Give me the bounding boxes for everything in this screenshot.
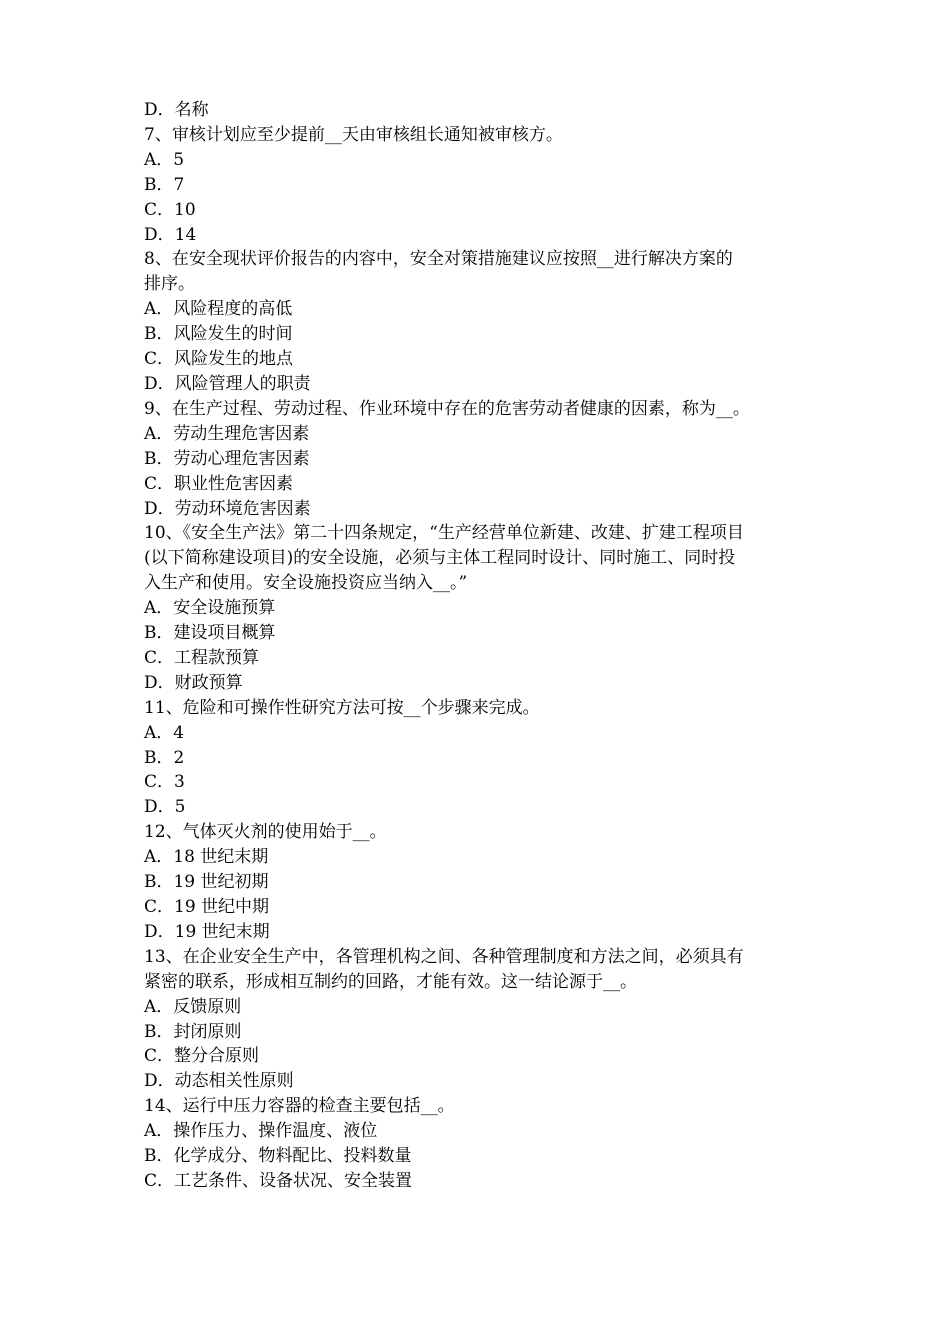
option-line: A．反馈原则 [144, 996, 242, 1017]
option-line: C．10 [144, 199, 196, 220]
option-line: B．封闭原则 [144, 1021, 242, 1042]
option-line: B．2 [144, 747, 185, 768]
option-line: D．风险管理人的职责 [144, 373, 311, 394]
option-line: C．职业性危害因素 [144, 473, 294, 494]
text-line: D．名称 [144, 100, 209, 120]
question-8: 8、在安全现状评价报告的内容中，安全对策措施建议应按照__进行解决方案的 [144, 249, 733, 270]
question-13: 13、在企业安全生产中，各管理机构之间、各种管理制度和方法之间，必须具有 [144, 946, 744, 967]
option-line: A．安全设施预算 [144, 598, 276, 619]
option-line: D．14 [144, 224, 197, 245]
question-8-cont: 排序。 [144, 274, 195, 295]
option-line: C．工艺条件、设备状况、安全装置 [144, 1170, 413, 1191]
option-line: A．4 [144, 722, 185, 743]
option-line: B．化学成分、物料配比、投料数量 [144, 1146, 412, 1167]
option-line: A．操作压力、操作温度、液位 [144, 1121, 378, 1142]
question-14: 14、运行中压力容器的检查主要包括__。 [144, 1096, 455, 1117]
question-9: 9、在生产过程、劳动过程、作业环境中存在的危害劳动者健康的因素，称为__。 [144, 398, 750, 419]
document-page [144, 98, 824, 1194]
option-line: C．风险发生的地点 [144, 349, 294, 370]
option-line: D．劳动环境危害因素 [144, 498, 311, 519]
question-11: 11、危险和可操作性研究方法可按__个步骤来完成。 [144, 697, 540, 718]
option-line: A．劳动生理危害因素 [144, 423, 310, 444]
option-line: A．风险程度的高低 [144, 299, 293, 320]
question-10-cont: 入生产和使用。安全设施投资应当纳入__。” [144, 573, 468, 594]
option-line: D．19 世纪末期 [144, 921, 270, 942]
question-12: 12、气体灭火剂的使用始于__。 [144, 822, 387, 843]
option-line: C．整分合原则 [144, 1046, 260, 1067]
question-13-cont: 紧密的联系，形成相互制约的回路，才能有效。这一结论源于__。 [144, 971, 637, 992]
option-line: B．7 [144, 174, 185, 195]
option-line: D．5 [144, 797, 186, 818]
option-line: B．建设项目概算 [144, 623, 276, 644]
option-line: C．工程款预算 [144, 647, 260, 668]
option-line: C．3 [144, 772, 185, 793]
option-line: B．19 世纪初期 [144, 872, 269, 893]
option-line: B．劳动心理危害因素 [144, 448, 310, 469]
question-10-cont: (以下简称建设项目)的安全设施，必须与主体工程同时设计、同时施工、同时投 [144, 548, 736, 569]
option-line: D．财政预算 [144, 672, 243, 693]
option-line: C．19 世纪中期 [144, 897, 270, 917]
question-10: 10、《安全生产法》第二十四条规定，“生产经营单位新建、改建、扩建工程项目 [144, 523, 744, 544]
option-line: B．风险发生的时间 [144, 324, 293, 345]
option-line: D．动态相关性原则 [144, 1071, 294, 1092]
option-line: A．5 [144, 149, 185, 170]
question-7: 7、审核计划应至少提前__天由审核组长通知被审核方。 [144, 124, 563, 145]
option-line: A．18 世纪末期 [144, 847, 269, 868]
